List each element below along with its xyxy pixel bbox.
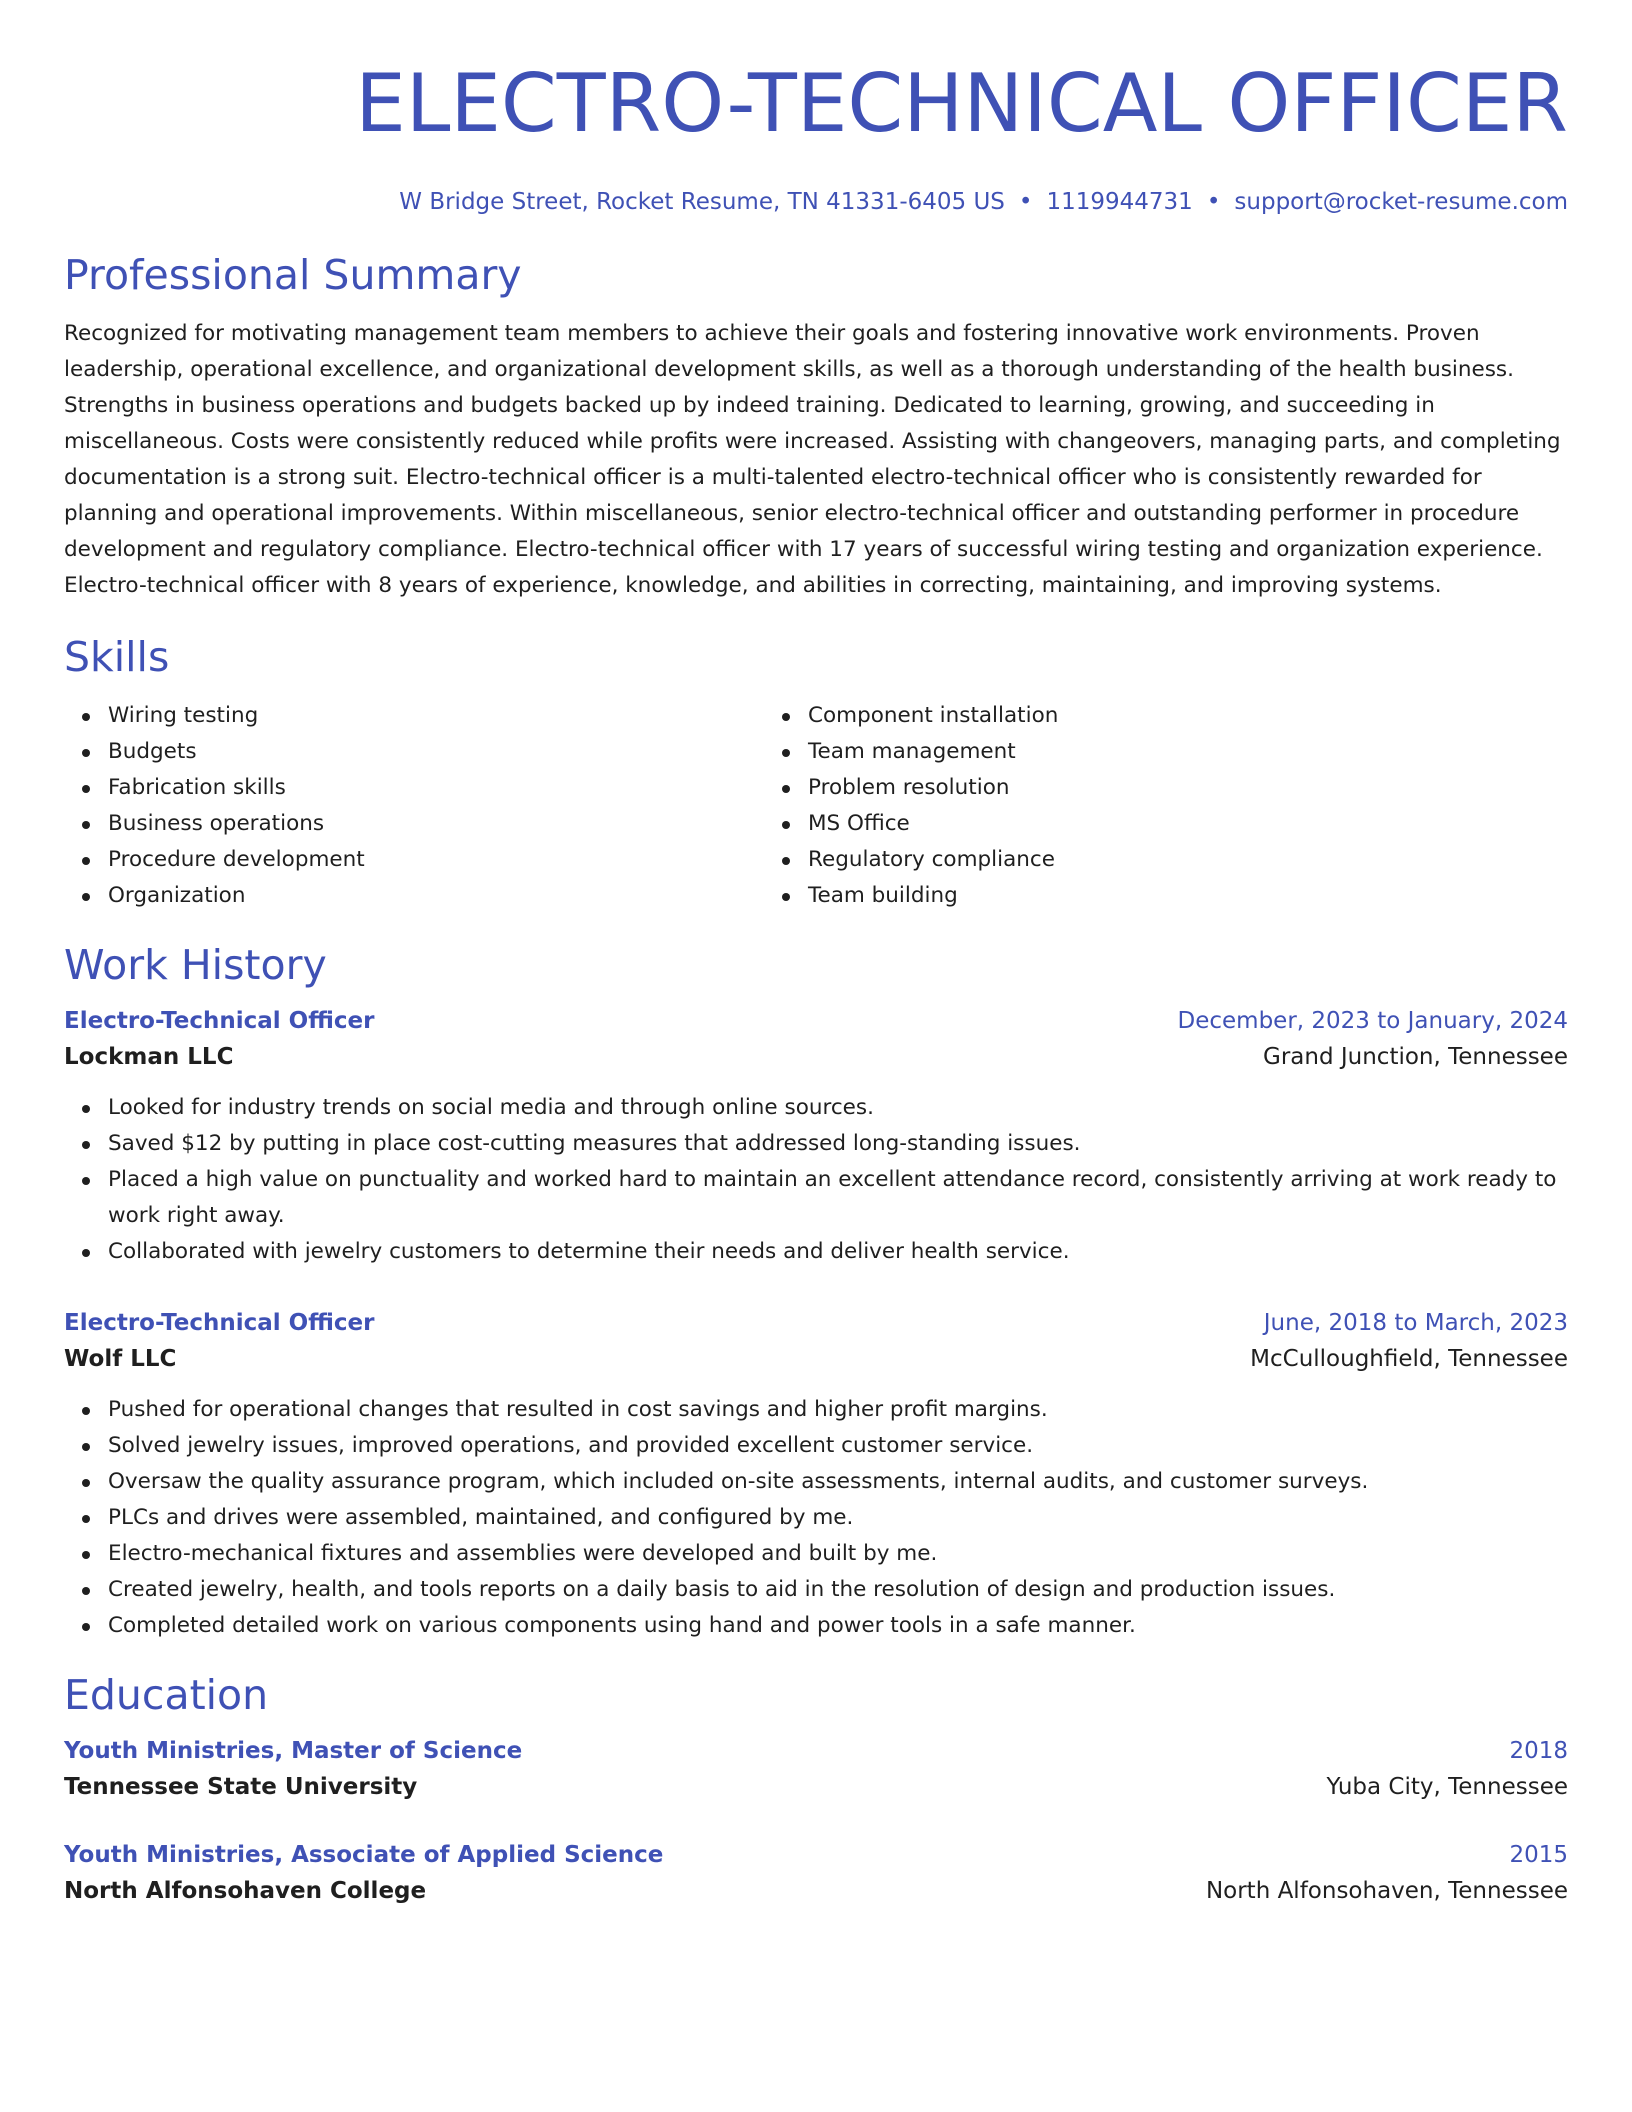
- summary-section: [64, 250, 1568, 604]
- skill-item: Wiring testing: [108, 698, 760, 734]
- education-school-row: [64, 1872, 1568, 1910]
- contact-phone: 1119944731: [1046, 189, 1193, 215]
- work-history-section: [64, 940, 1568, 1644]
- skill-item: Procedure development: [108, 842, 760, 878]
- job-company: Lockman LLC: [64, 1044, 234, 1070]
- job-bullet: Collaborated with jewelry customers to determine their needs and deliver health service.: [108, 1234, 1568, 1270]
- job-bullet: Solved jewelry issues, improved operations, and provided excellent customer service.: [108, 1428, 1568, 1464]
- job-role: Electro-Technical Officer: [64, 1008, 375, 1034]
- candidate-title: ELECTRO-TECHNICAL OFFICER: [355, 57, 1568, 150]
- education-header-row: [64, 1838, 1568, 1872]
- education-year: 2018: [1509, 1738, 1568, 1764]
- education-heading: Education: [64, 1671, 269, 1719]
- work-history-heading: Work History: [64, 941, 327, 989]
- education-header-row: [64, 1734, 1568, 1768]
- contact-line: [64, 186, 1568, 218]
- job-entry: [64, 1004, 1568, 1270]
- job-location: Grand Junction, Tennessee: [1263, 1044, 1568, 1070]
- skills-columns: [64, 698, 1568, 914]
- job-location: McCulloughfield, Tennessee: [1250, 1346, 1568, 1372]
- skill-item: MS Office: [808, 806, 1456, 842]
- skill-item: Organization: [108, 878, 760, 914]
- skill-item: Business operations: [108, 806, 760, 842]
- education-degree: Youth Ministries, Master of Science: [64, 1738, 523, 1764]
- job-company-row: [64, 1340, 1568, 1378]
- skill-item: Team building: [808, 878, 1456, 914]
- job-bullet: Saved $12 by putting in place cost-cutting measures that addressed long-standing issues.: [108, 1126, 1568, 1162]
- job-role: Electro-Technical Officer: [64, 1310, 375, 1336]
- job-bullet: Completed detailed work on various components using hand and power tools in a safe manner.: [108, 1608, 1568, 1644]
- job-bullet: PLCs and drives were assembled, maintained, and configured by me.: [108, 1500, 1568, 1536]
- summary-text: Recognized for motivating management team members to achieve their goals and fostering innovative work environments. Proven leadership, operational excellence, and organizational development skills, as well as a thorough understanding of the health business. Strengths in business operations and budgets backed up by indeed training. Dedicated to learning, growing, and succeeding in miscellaneous. Costs were consistently reduced while profits were increased. Assisting with changeovers, managing parts, and completing documentation is a strong suit. Electro-technical officer is a multi-talented electro-technical officer who is consistently rewarded for planning and operational improvements. Within miscellaneous, senior electro-technical officer and outstanding performer in procedure development and regulatory compliance. Electro-technical officer with 17 years of successful wiring testing and organization experience. Electro-technical officer with 8 years of experience, knowledge, and abilities in correcting, maintaining, and improving systems.: [64, 321, 1561, 598]
- skill-item: Fabrication skills: [108, 770, 760, 806]
- education-entry: [64, 1838, 1568, 1910]
- skill-item: Team management: [808, 734, 1456, 770]
- education-location: Yuba City, Tennessee: [1326, 1774, 1568, 1800]
- job-header-row: [64, 1004, 1568, 1038]
- education-year: 2015: [1509, 1842, 1568, 1868]
- contact-separator: •: [1206, 189, 1221, 215]
- skills-heading: Skills: [64, 633, 170, 681]
- education-school: North Alfonsohaven College: [64, 1878, 427, 1904]
- job-dates: December, 2023 to January, 2024: [1177, 1008, 1568, 1034]
- job-entry: [64, 1306, 1568, 1644]
- contact-email: support@rocket-resume.com: [1234, 189, 1568, 215]
- skill-item: Budgets: [108, 734, 760, 770]
- job-company-row: [64, 1038, 1568, 1076]
- job-header-row: [64, 1306, 1568, 1340]
- skill-item: Problem resolution: [808, 770, 1456, 806]
- job-bullet: Created jewelry, health, and tools reports on a daily basis to aid in the resolution of design and production issues.: [108, 1572, 1568, 1608]
- job-bullet: Looked for industry trends on social media and through online sources.: [108, 1090, 1568, 1126]
- contact-address: W Bridge Street, Rocket Resume, TN 41331-6405 US: [399, 189, 1005, 215]
- education-school: Tennessee State University: [64, 1774, 418, 1800]
- resume-header: [64, 56, 1568, 218]
- education-school-row: [64, 1768, 1568, 1806]
- education-degree: Youth Ministries, Associate of Applied Science: [64, 1842, 664, 1868]
- skills-column-left: [64, 698, 760, 914]
- education-entry: [64, 1734, 1568, 1806]
- contact-separator: •: [1018, 189, 1033, 215]
- job-dates: June, 2018 to March, 2023: [1263, 1310, 1568, 1336]
- job-bullet: Placed a high value on punctuality and worked hard to maintain an excellent attendance record, consistently arriving at work ready to work right away.: [108, 1162, 1568, 1234]
- skills-column-right: [760, 698, 1456, 914]
- job-bullet: Oversaw the quality assurance program, which included on-site assessments, internal audits, and customer surveys.: [108, 1464, 1568, 1500]
- job-bullets: [64, 1090, 1568, 1270]
- skills-section: [64, 632, 1568, 914]
- job-company: Wolf LLC: [64, 1346, 177, 1372]
- skill-item: Regulatory compliance: [808, 842, 1456, 878]
- job-bullets: [64, 1392, 1568, 1644]
- job-bullet: Pushed for operational changes that resulted in cost savings and higher profit margins.: [108, 1392, 1568, 1428]
- skill-item: Component installation: [808, 698, 1456, 734]
- education-location: North Alfonsohaven, Tennessee: [1205, 1878, 1568, 1904]
- education-section: [64, 1670, 1568, 1910]
- summary-heading: Professional Summary: [64, 251, 522, 299]
- job-bullet: Electro-mechanical fixtures and assemblies were developed and built by me.: [108, 1536, 1568, 1572]
